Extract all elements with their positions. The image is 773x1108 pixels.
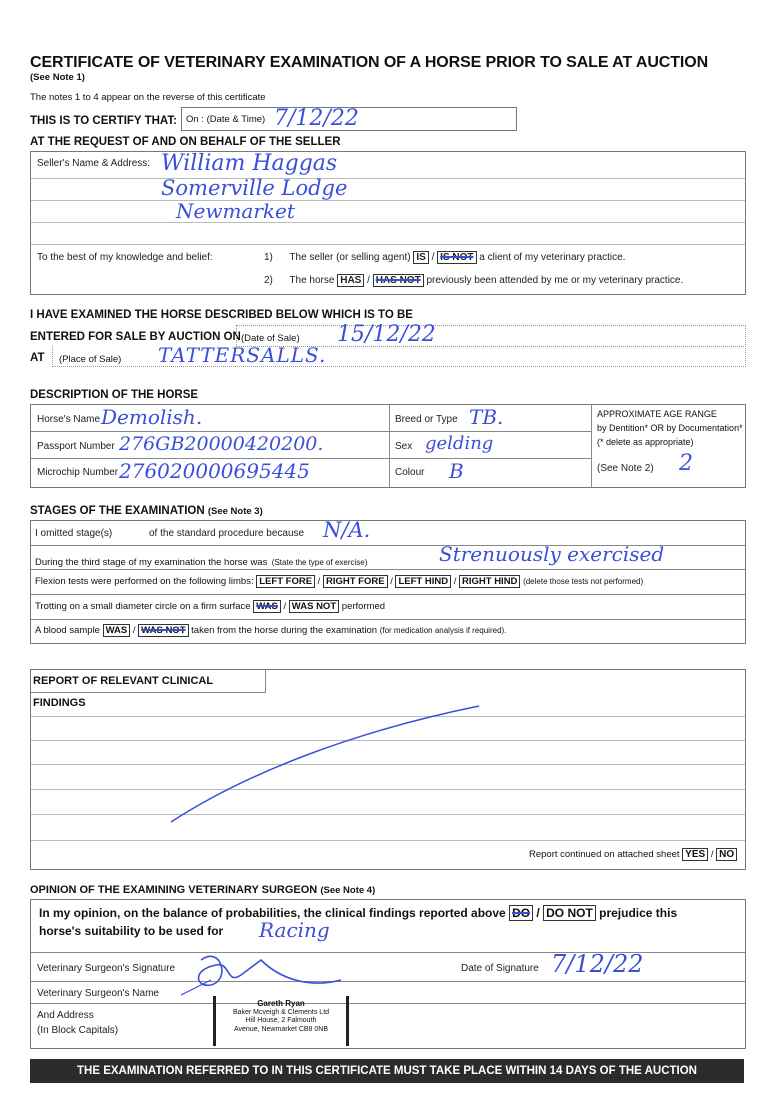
vet-stamp: Gareth Ryan Baker Mcveigh & Clements Ltd Hill House, 2 Falmouth Avenue, Newmarket CB8 0NB (213, 996, 349, 1046)
age-method: by Dentition* OR by Documentation* (597, 423, 743, 433)
breed-label: Breed or Type (395, 414, 458, 425)
examined-heading: I HAVE EXAMINED THE HORSE DESCRIBED BELOW WHICH IS TO BE (30, 309, 413, 321)
on-date-label: On : (Date & Time) (186, 114, 266, 125)
date-of-signature-label: Date of Signature (461, 963, 539, 974)
omitted-because-label: of the standard procedure because (149, 528, 305, 539)
blood-was-option[interactable]: WAS (103, 624, 131, 637)
sex-label: Sex (395, 441, 413, 452)
age-delete-note: (* delete as appropriate) (597, 437, 694, 447)
report-section (30, 669, 746, 870)
certify-date-value: 7/12/22 (274, 106, 359, 131)
seller-address-line2[interactable]: Newmarket (176, 199, 295, 223)
is-not-option[interactable]: IS NOT (437, 251, 476, 264)
age-value[interactable]: 2 (679, 451, 693, 476)
opinion-heading: OPINION OF THE EXAMINING VETERINARY SURGEON (See Note 4) (30, 884, 376, 896)
colour-value[interactable]: B (449, 459, 464, 483)
block-capitals-label: (In Block Capitals) (37, 1025, 119, 1036)
omitted-value[interactable]: N/A. (323, 518, 371, 542)
seller-address-line1[interactable]: Somerville Lodge (161, 176, 348, 200)
continued-yes-option[interactable]: YES (682, 848, 708, 861)
has-option[interactable]: HAS (337, 274, 364, 287)
has-not-option[interactable]: HAS NOT (373, 274, 424, 287)
report-continued-row: Report continued on attached sheet YES / NO (529, 849, 737, 860)
report-heading: REPORT OF RELEVANT CLINICAL FINDINGS (31, 670, 266, 693)
continued-no-option[interactable]: NO (716, 848, 737, 861)
microchip-label: Microchip Number (37, 467, 119, 478)
description-heading: DESCRIPTION OF THE HORSE (30, 389, 199, 401)
age-note: (See Note 2) (597, 463, 654, 474)
omitted-label: I omitted stage(s) (35, 528, 113, 539)
date-of-sale-label: (Date of Sale) (241, 333, 300, 344)
opinion-text-line1: In my opinion, on the balance of probabilities, the clinical findings reported above DO / DO NOT prejudice this (39, 906, 678, 920)
place-of-sale-label: (Place of Sale) (59, 354, 122, 365)
stages-table (30, 520, 746, 644)
at-label: AT (30, 352, 45, 364)
certificate-title: CERTIFICATE OF VETERINARY EXAMINATION OF A HORSE PRIOR TO SALE AT AUCTION (30, 54, 709, 71)
certify-date-box[interactable] (181, 107, 517, 131)
knowledge-label: To the best of my knowledge and belief: (37, 252, 213, 263)
seller-name[interactable]: William Haggas (161, 151, 338, 176)
microchip-value[interactable]: 276020000695445 (119, 459, 310, 483)
place-value: TATTERSALLS. (158, 343, 327, 367)
blood-sample-row: A blood sample WAS / WAS NOT taken from the horse during the examination (for medication analysis if required). (35, 625, 507, 636)
trotting-row: Trotting on a small diameter circle on a firm surface WAS / WAS NOT performed (35, 601, 386, 612)
right-hind-option[interactable]: RIGHT HIND (459, 575, 520, 588)
statement-2: 2) The horse HAS / HAS NOT previously been attended by me or my veterinary practice. (264, 275, 684, 286)
seller-section (30, 151, 746, 295)
right-fore-option[interactable]: RIGHT FORE (323, 575, 388, 588)
vet-name-label: Veterinary Surgeon's Name (37, 988, 159, 999)
trot-was-option[interactable]: WAS (253, 600, 281, 613)
use-value[interactable]: Racing (259, 918, 330, 942)
footer-banner: THE EXAMINATION REFERRED TO IN THIS CERTIFICATE MUST TAKE PLACE WITHIN 14 DAYS OF THE AUCTION (30, 1059, 744, 1083)
do-not-option[interactable]: DO NOT (543, 905, 596, 921)
passport-value[interactable]: 276GB20000420200. (119, 433, 324, 455)
breed-value[interactable]: TB. (469, 405, 504, 429)
address-label: And Address (37, 1010, 94, 1021)
date-of-signature-value[interactable]: 7/12/22 (551, 950, 644, 978)
entered-label: ENTERED FOR SALE BY AUCTION ON (30, 331, 241, 343)
colour-label: Colour (395, 467, 425, 478)
certify-label: THIS IS TO CERTIFY THAT: (30, 115, 177, 127)
statement-1: 1) The seller (or selling agent) IS / IS NOT a client of my veterinary practice. (264, 252, 626, 263)
vet-signature[interactable] (171, 940, 371, 1000)
trot-was-not-option[interactable]: WAS NOT (289, 600, 339, 613)
left-fore-option[interactable]: LEFT FORE (256, 575, 315, 588)
do-option[interactable]: DO (509, 905, 533, 921)
left-hind-option[interactable]: LEFT HIND (395, 575, 451, 588)
horse-name-value[interactable]: Demolish. (101, 405, 203, 429)
blood-was-not-option[interactable]: WAS NOT (138, 624, 188, 637)
notes-line: The notes 1 to 4 appear on the reverse of this certificate (30, 92, 266, 103)
third-stage-value[interactable]: Strenuously exercised (439, 542, 665, 566)
signature-label: Veterinary Surgeon's Signature (37, 963, 176, 974)
is-option[interactable]: IS (413, 251, 428, 264)
seller-label: Seller's Name & Address: (37, 158, 151, 169)
stages-heading: STAGES OF THE EXAMINATION (See Note 3) (30, 505, 263, 517)
opinion-table (30, 899, 746, 1049)
request-heading: AT THE REQUEST OF AND ON BEHALF OF THE SELLER (30, 136, 341, 148)
description-table (30, 404, 746, 488)
sale-date-value: 15/12/22 (337, 322, 436, 347)
passport-label: Passport Number (37, 441, 115, 452)
report-strikethrough-line (31, 670, 745, 869)
horse-name-label: Horse's Name (37, 414, 101, 425)
sex-value[interactable]: gelding (425, 433, 494, 454)
see-note-1: (See Note 1) (30, 72, 85, 83)
flexion-row: Flexion tests were performed on the following limbs: LEFT FORE / RIGHT FORE / LEFT HIND / RIGHT HIND (delete those tests not performed) (35, 576, 644, 587)
opinion-text-line2: horse's suitability to be used for (39, 924, 224, 938)
age-title: APPROXIMATE AGE RANGE (597, 409, 717, 419)
place-box[interactable] (52, 343, 746, 367)
third-stage-label: During the third stage of my examination the horse was (State the type of exercise) (35, 557, 368, 568)
